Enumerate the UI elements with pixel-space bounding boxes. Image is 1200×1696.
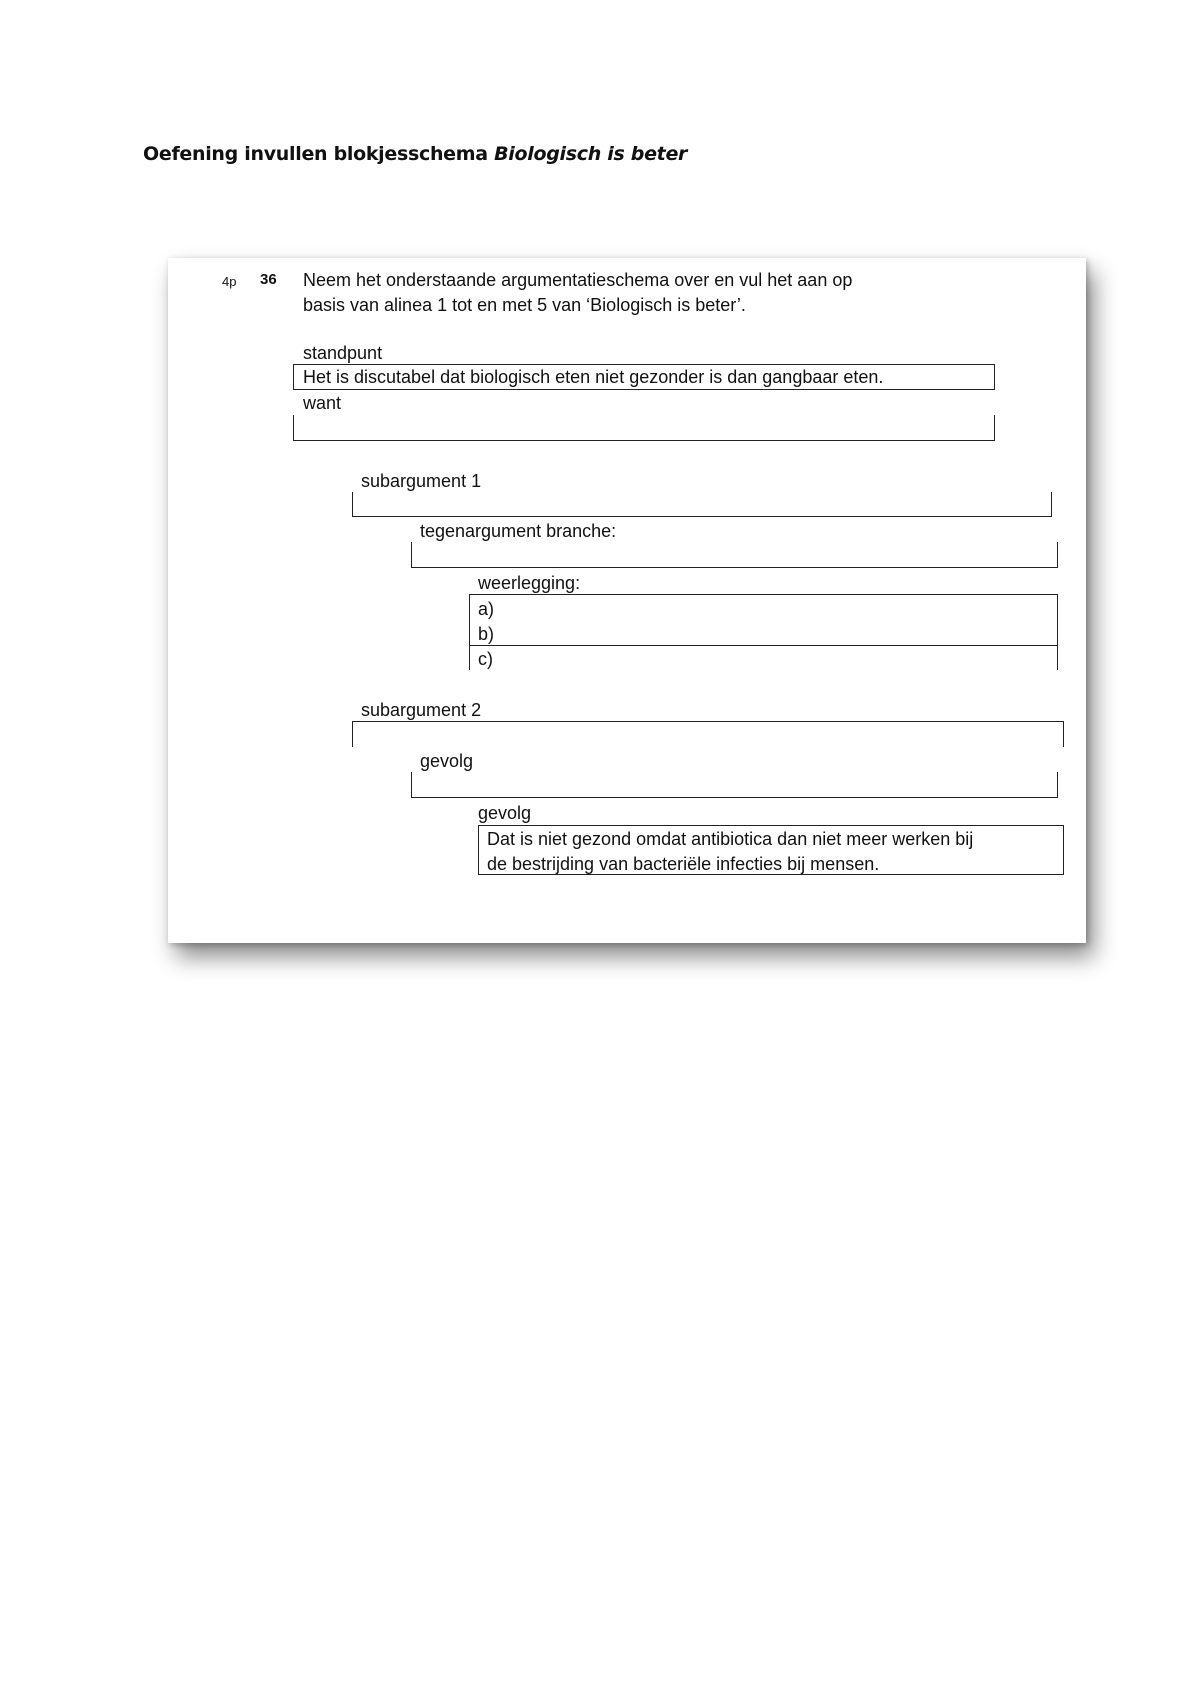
points-label: 4p <box>222 274 237 289</box>
subargument-1-box <box>352 492 1052 517</box>
weerlegging-label: weerlegging: <box>478 573 581 593</box>
page-title <box>143 143 687 165</box>
question-number: 36 <box>260 271 277 288</box>
standpunt-label: standpunt <box>303 343 383 363</box>
tegenargument-label: tegenargument branche: <box>420 521 617 541</box>
gevolg-1-box <box>411 772 1058 798</box>
argumentation-scheme-figure <box>168 258 1086 943</box>
gevolg-2-text <box>487 827 973 877</box>
weerlegging-c: c) <box>478 649 493 669</box>
standpunt-text: Het is discutabel dat biologisch eten niet gezonder is dan gangbaar eten. <box>303 367 884 387</box>
weerlegging-box-c <box>469 645 1058 670</box>
want-label: want <box>303 393 342 413</box>
weerlegging-a: a) <box>478 599 495 619</box>
question-instruction <box>303 268 852 318</box>
instruction-line-1: Neem het onderstaande argumentatieschema over en vul het aan op <box>303 270 853 290</box>
gevolg-1-label: gevolg <box>420 751 474 771</box>
weerlegging-box-ab <box>469 594 1058 646</box>
instruction-line-2: basis van alinea 1 tot en met 5 van ‘Biologisch is beter’. <box>303 295 746 315</box>
subargument-1-label: subargument 1 <box>361 471 482 491</box>
tegenargument-box <box>411 542 1058 568</box>
page-title-italic: Biologisch is beter <box>494 143 688 165</box>
weerlegging-b: b) <box>478 624 495 644</box>
gevolg-2-text-line-1: Dat is niet gezond omdat antibiotica dan niet meer werken bij <box>487 829 974 849</box>
page-title-text: Oefening invullen blokjesschema <box>143 143 495 165</box>
gevolg-2-text-line-2: de bestrijding van bacteriële infecties bij mensen. <box>487 854 880 874</box>
subargument-2-box <box>352 721 1064 747</box>
want-box <box>293 415 995 441</box>
gevolg-2-label: gevolg <box>478 803 532 823</box>
subargument-2-label: subargument 2 <box>361 700 482 720</box>
